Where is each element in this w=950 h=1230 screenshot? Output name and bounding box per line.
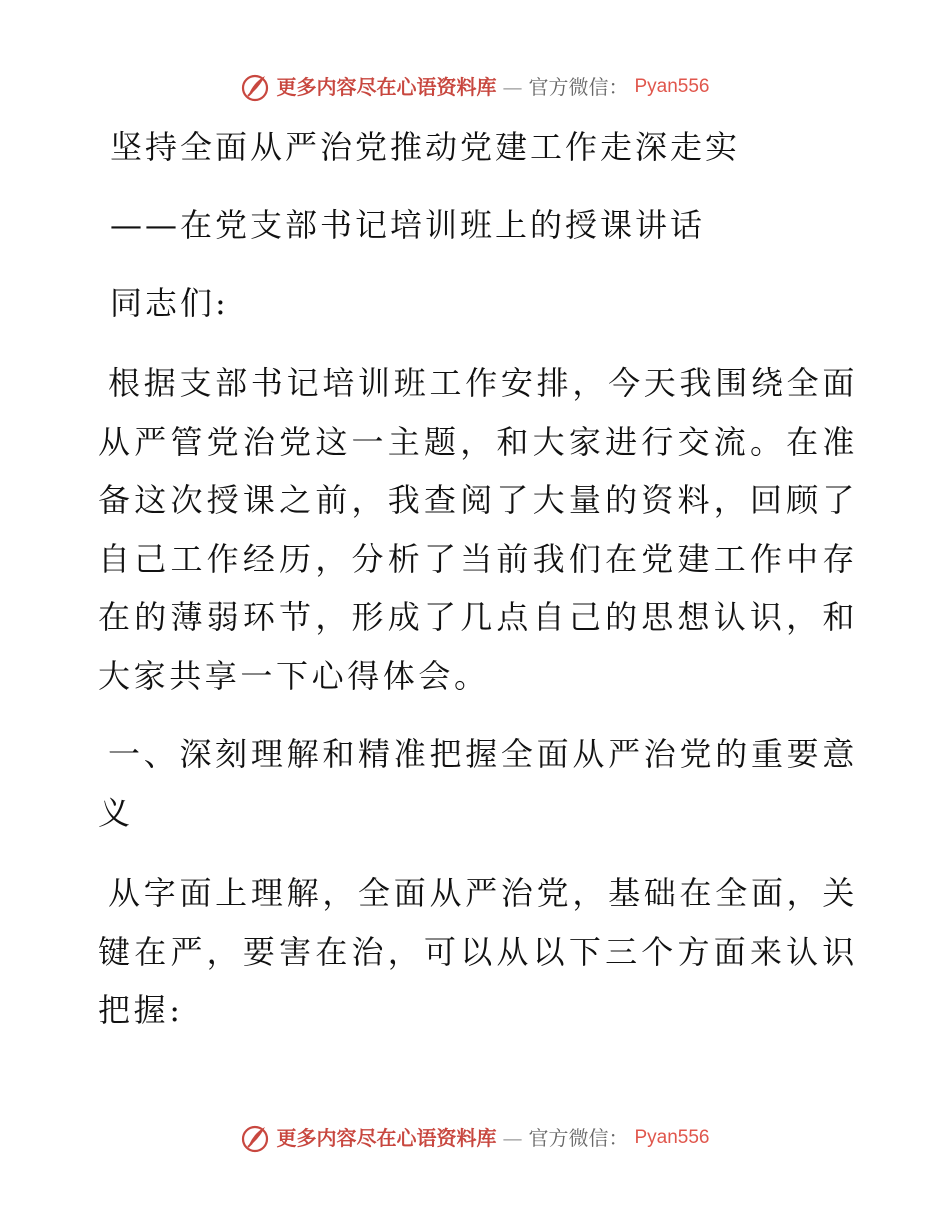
document-subtitle: ——在党支部书记培训班上的授课讲话	[110, 206, 706, 244]
watermark-sub-text: 官方微信：	[528, 75, 629, 99]
paragraph-intro: 根据支部书记培训班工作安排，今天我围绕全面从严管党治党这一主题，和大家进行交流。在准备这次授课之前，我查阅了大量的资料，回顾了自己工作经历，分析了当前我们在党建工作中存在的薄弱环节，形成了几点自己的思想认识，和大家共享一下心得体会。	[98, 364, 858, 695]
header-watermark	[0, 72, 950, 102]
quill-logo-icon	[240, 72, 270, 102]
document-title: 坚持全面从严治党推动党建工作走深走实	[110, 128, 741, 166]
document-body	[98, 118, 858, 1040]
watermark-handle: Pyan556	[634, 1127, 710, 1148]
watermark-sub-text: 官方微信：	[528, 1126, 629, 1150]
watermark-handle: Pyan556	[634, 76, 710, 97]
paragraph-section-1: 从字面上理解，全面从严治党，基础在全面，关键在严，要害在治，可以从以下三个方面来认识把握:	[98, 874, 858, 1029]
salutation: 同志们:	[110, 284, 229, 322]
watermark-dash: —	[502, 1126, 523, 1150]
watermark-main-text: 更多内容尽在心语资料库	[276, 75, 497, 99]
watermark-dash: —	[502, 75, 523, 99]
quill-logo-icon	[240, 1123, 270, 1153]
footer-watermark	[0, 1123, 950, 1153]
section-heading-1: 一、深刻理解和精准把握全面从严治党的重要意义	[98, 735, 858, 832]
watermark-main-text: 更多内容尽在心语资料库	[276, 1126, 497, 1150]
